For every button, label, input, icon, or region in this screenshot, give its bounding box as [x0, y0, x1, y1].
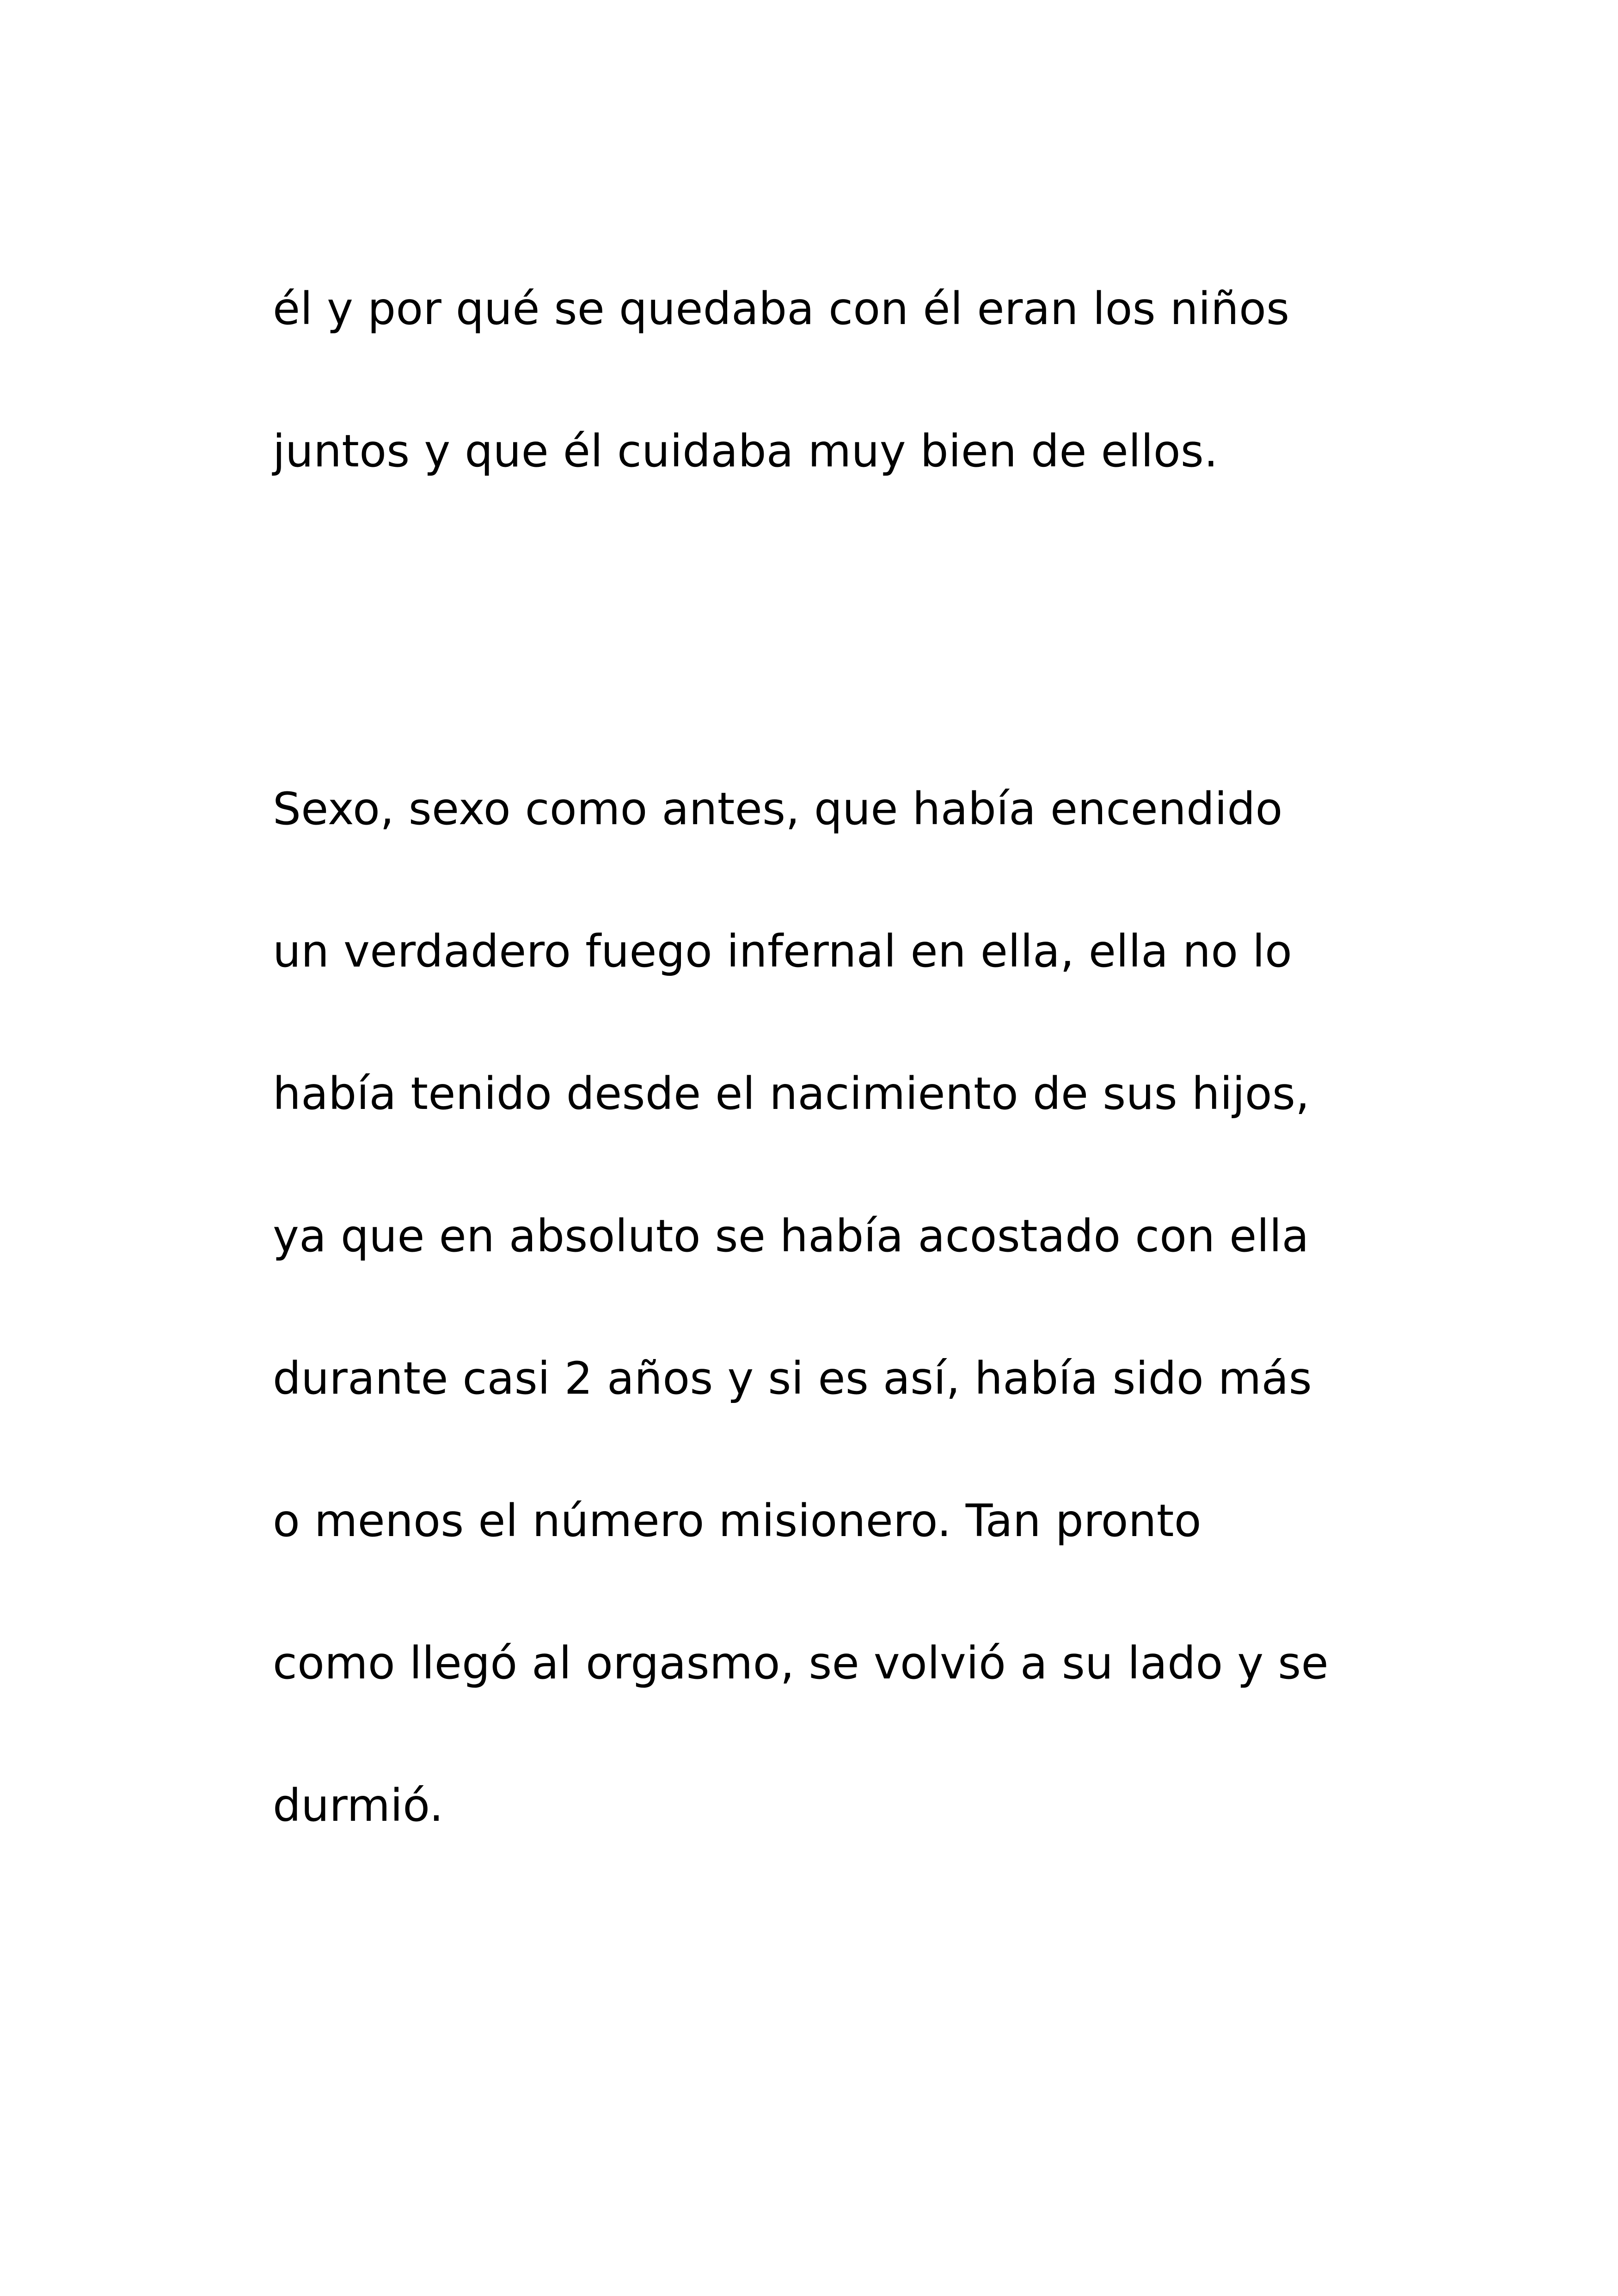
paragraph-line: un verdadero fuego infernal en ella, ella no lo [273, 925, 1293, 977]
paragraph-line: o menos el número misionero. Tan pronto [273, 1495, 1201, 1547]
paragraph-line: como llegó al orgasmo, se volvió a su lado y se [273, 1637, 1329, 1689]
paragraph-line: juntos y que él cuidaba muy bien de ellos. [273, 425, 1219, 477]
paragraph-line: durmió. [273, 1780, 444, 1831]
paragraph-line: durante casi 2 años y si es así, había sido más [273, 1353, 1312, 1404]
paragraph-line: Sexo, sexo como antes, que había encendido [273, 783, 1283, 835]
paragraph-line: había tenido desde el nacimiento de sus hijos, [273, 1068, 1310, 1120]
paragraph-line: ya que en absoluto se había acostado con ella [273, 1210, 1309, 1262]
paragraph-line: él y por qué se quedaba con él eran los niños [273, 283, 1290, 335]
